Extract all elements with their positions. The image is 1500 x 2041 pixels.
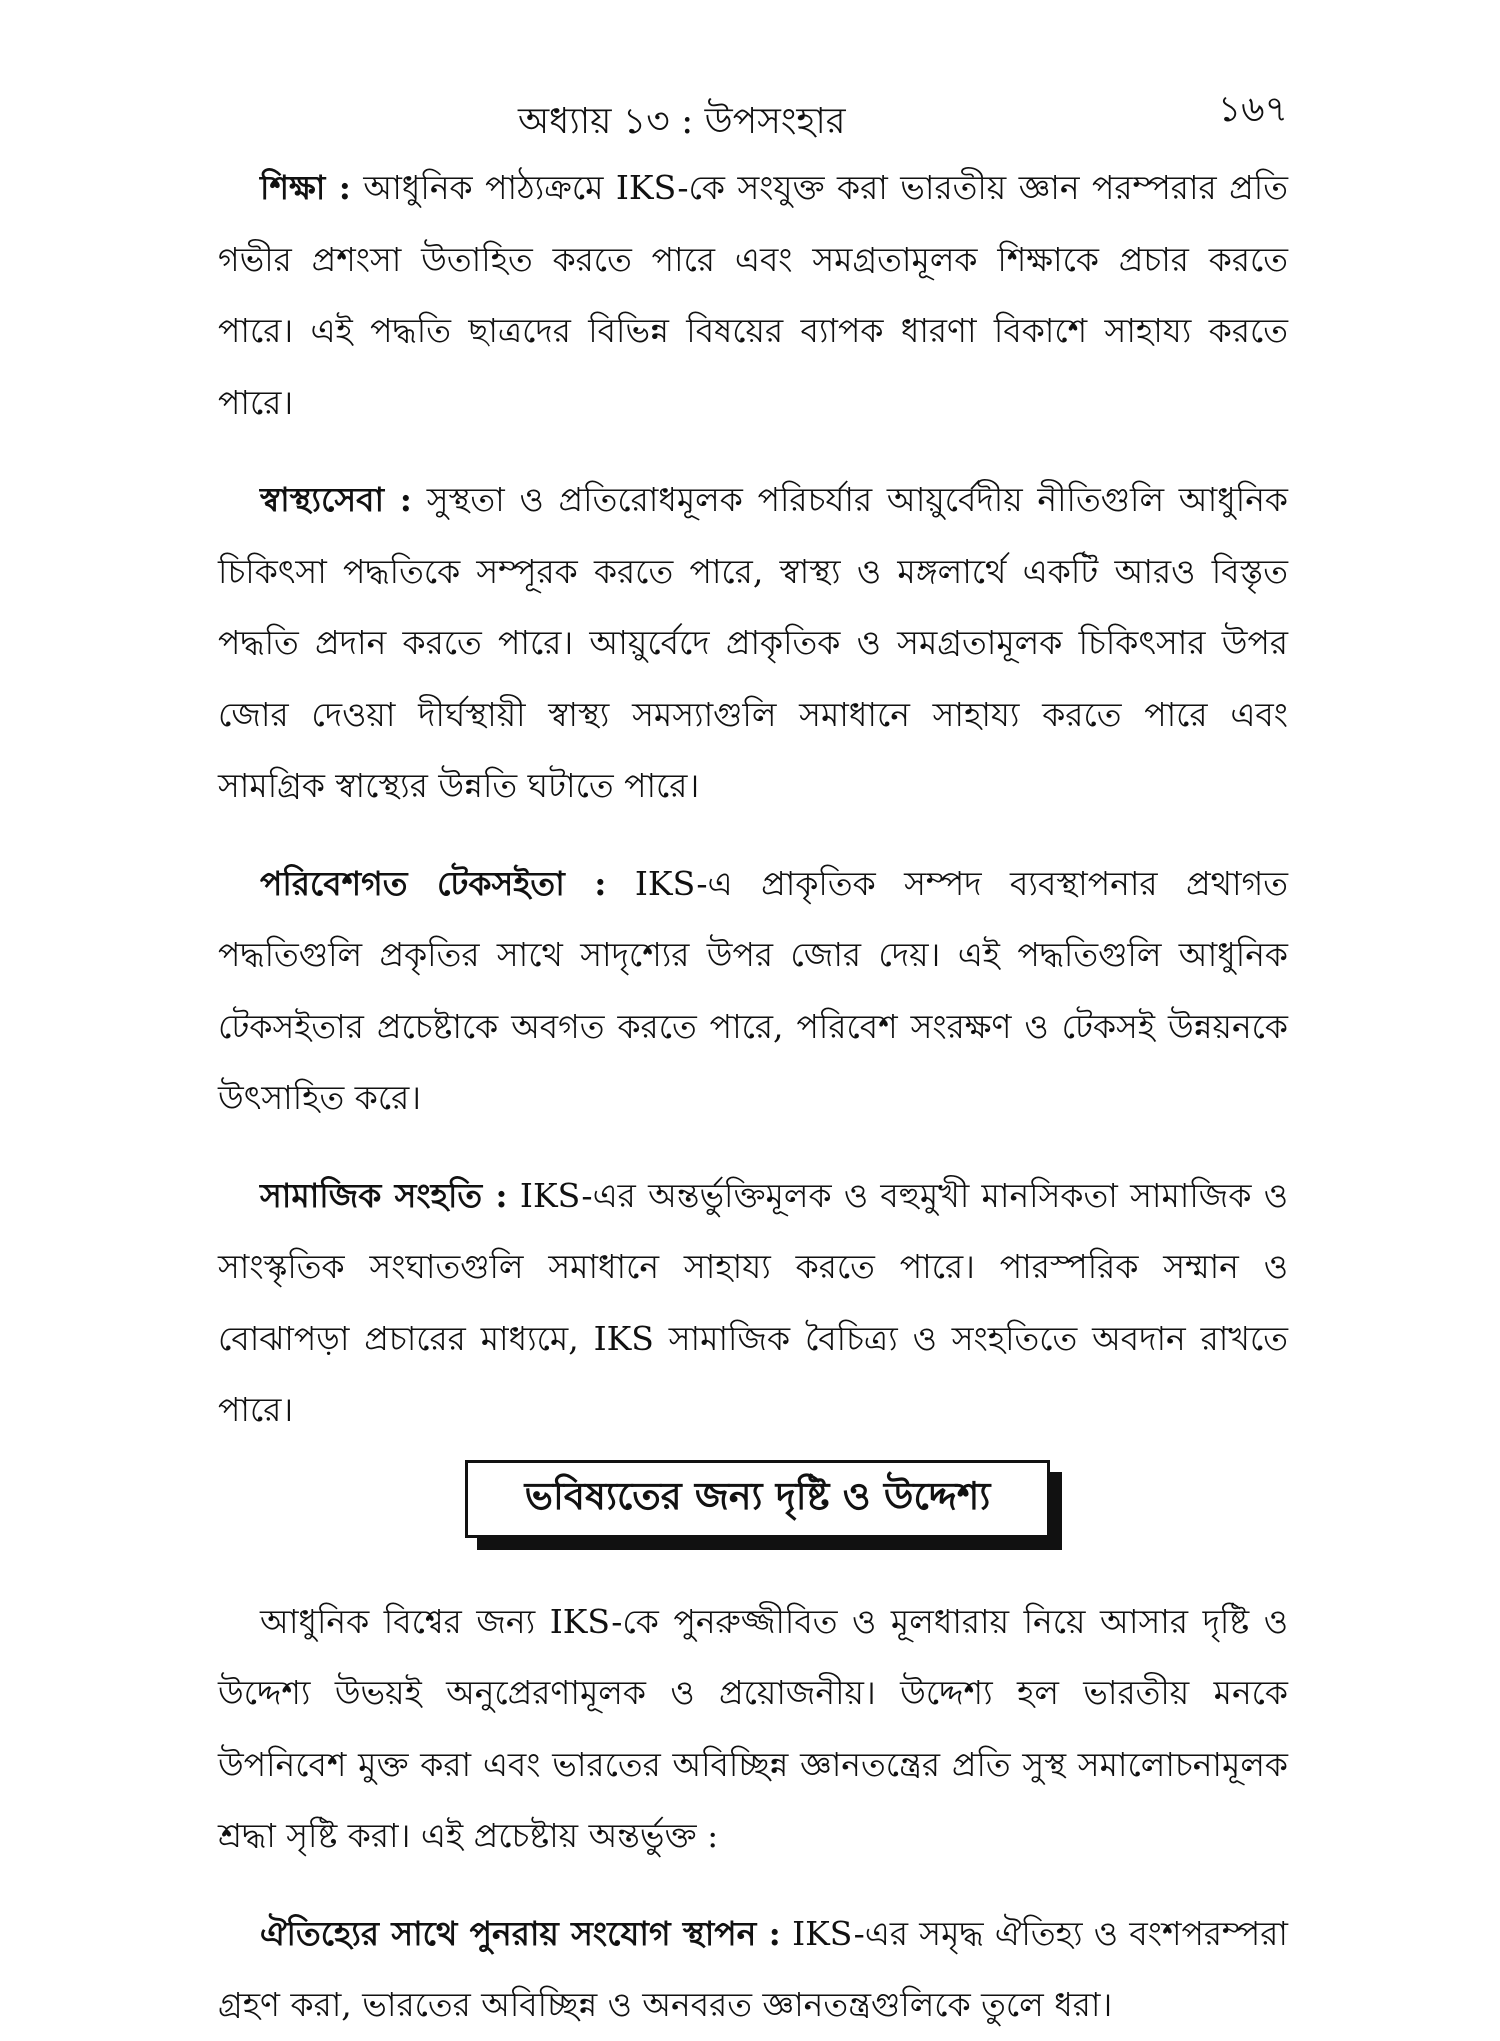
running-header [218, 89, 1288, 152]
section-heading-container [218, 1460, 1288, 1586]
paragraph-education [218, 152, 1288, 438]
text-education: আধুনিক পাঠ্যক্রমে IKS-কে সংযুক্ত করা ভারতীয় জ্ঞান পরম্পরার প্রতি গভীর প্রশংসা উতাহিত করতে পারে এবং সমগ্রতামূলক শিক্ষাকে প্রচার করতে পারে। এই পদ্ধতি ছাত্রদের বিভিন্ন বিষয়ের ব্যাপক ধারণা বিকাশে সাহায্য করতে পারে। [218, 168, 1288, 422]
paragraph-social-cohesion [218, 1160, 1288, 1446]
book-page [218, 89, 1288, 2041]
paragraph-intro: আধুনিক বিশ্বের জন্য IKS-কে পুনরুজ্জীবিত ও মূলধারায় নিয়ে আসার দৃষ্টি ও উদ্দেশ্য উভয়ই অনুপ্রেরণামূলক ও প্রয়োজনীয়। উদ্দেশ্য হল ভারতীয় মনকে উপনিবেশ মুক্ত করা এবং ভারতের অবিচ্ছিন্ন জ্ঞানতন্ত্রের প্রতি সুস্থ সমালোচনামূলক শ্রদ্ধা সৃষ্টি করা। এই প্রচেষ্টায় অন্তর্ভুক্ত : [218, 1601, 1288, 1855]
chapter-running-title: অধ্যায় ১৩ : উপসংহার [518, 101, 846, 142]
paragraph-environmental-sustainability [218, 848, 1288, 1134]
term-education: শিক্ষা : [260, 168, 351, 207]
term-healthcare: স্বাস্থ্যসেবা : [260, 480, 412, 519]
section-heading-box [465, 1460, 1050, 1538]
text-reconnecting-heritage: IKS-এর সমৃদ্ধ ঐতিহ্য ও বংশপরম্পরা গ্রহণ করা, ভারতের অবিচ্ছিন্ন ও অনবরত জ্ঞানতন্ত্রগুলিকে তুলে ধরা। [218, 1913, 1288, 2024]
paragraph-healthcare [218, 464, 1288, 822]
page-number: ১৬৭ [1217, 89, 1288, 130]
term-reconnecting-heritage: ঐতিহ্যের সাথে পুনরায় সংযোগ স্থাপন : [260, 1913, 781, 1953]
text-healthcare: সুস্থতা ও প্রতিরোধমূলক পরিচর্যার আয়ুর্বেদীয় নীতিগুলি আধুনিক চিকিৎসা পদ্ধতিকে সম্পূরক করতে পারে, স্বাস্থ্য ও মঙ্গলার্থে একটি আরও বিস্তৃত পদ্ধতি প্রদান করতে পারে। আয়ুর্বেদে প্রাকৃতিক ও সমগ্রতামূলক চিকিৎসার উপর জোর দেওয়া দীর্ঘস্থায়ী স্বাস্থ্য সমস্যাগুলি সমাধানে সাহায্য করতে পারে এবং সামগ্রিক স্বাস্থ্যের উন্নতি ঘটাতে পারে। [218, 480, 1288, 805]
paragraph-reconnecting-heritage [218, 1898, 1288, 2041]
section-heading: ভবিষ্যতের জন্য দৃষ্টি ও উদ্দেশ্য [524, 1472, 991, 1518]
term-environmental-sustainability: পরিবেশগত টেকসইতা : [260, 863, 607, 903]
text-environmental-sustainability: IKS-এ প্রাকৃতিক সম্পদ ব্যবস্থাপনার প্রথাগত পদ্ধতিগুলি প্রকৃতির সাথে সাদৃশ্যের উপর জোর দেয়। এই পদ্ধতিগুলি আধুনিক টেকসইতার প্রচেষ্টাকে অবগত করতে পারে, পরিবেশ সংরক্ষণ ও টেকসই উন্নয়নকে উৎসাহিত করে। [218, 863, 1288, 1117]
text-social-cohesion: IKS-এর অন্তর্ভুক্তিমূলক ও বহুমুখী মানসিকতা সামাজিক ও সাংস্কৃতিক সংঘাতগুলি সমাধানে সাহায্য করতে পারে। পারস্পরিক সম্মান ও বোঝাপড়া প্রচারের মাধ্যমে, IKS সামাজিক বৈচিত্র্য ও সংহতিতে অবদান রাখতে পারে। [218, 1175, 1288, 1429]
term-social-cohesion: সামাজিক সংহতি : [260, 1175, 508, 1215]
